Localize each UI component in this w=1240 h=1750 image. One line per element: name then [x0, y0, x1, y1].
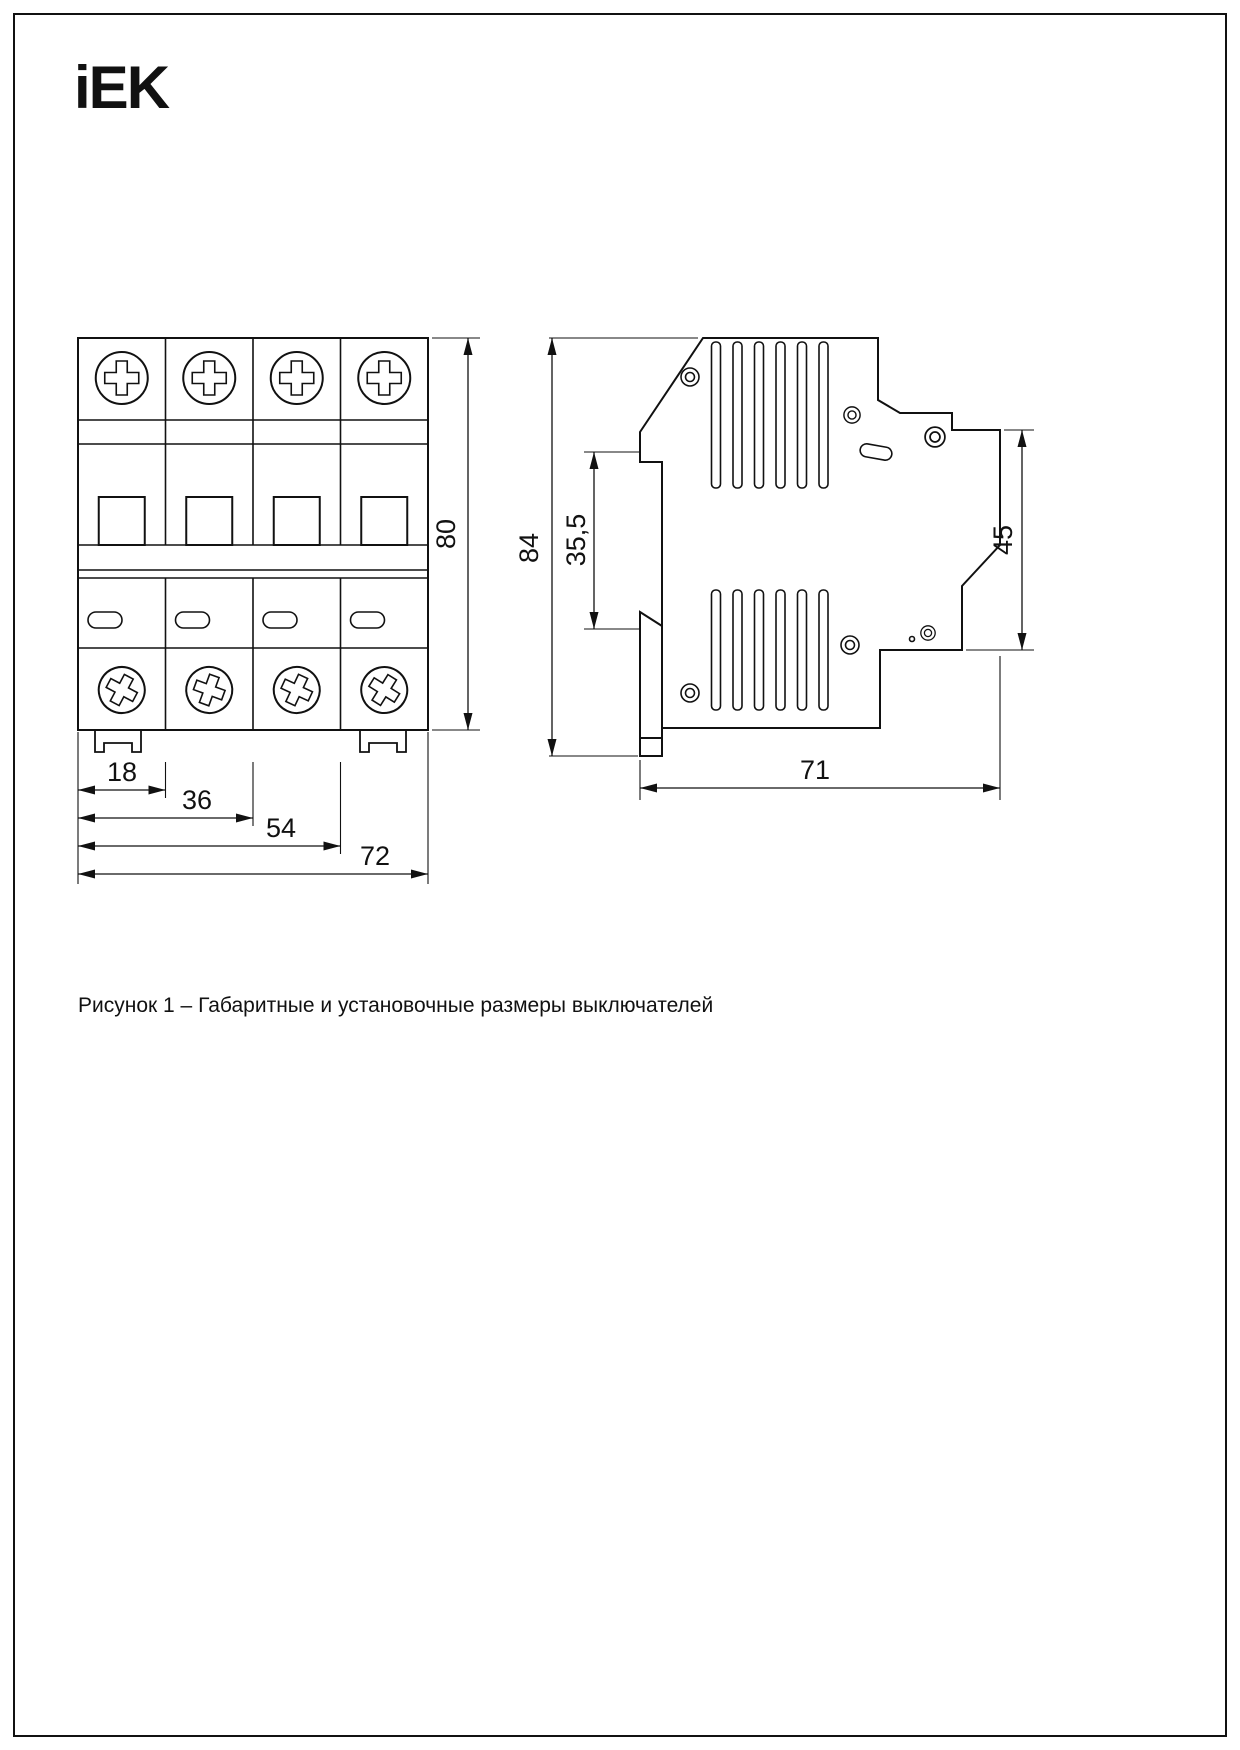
dimension-rail-35-5	[561, 452, 640, 629]
page-border	[14, 14, 1226, 1736]
dimension-height-80	[431, 338, 480, 730]
front-view-drawing	[78, 338, 480, 884]
breaker-side-body	[640, 338, 1000, 728]
dimension-widths	[78, 732, 428, 884]
iek-logo: iEK	[74, 54, 169, 121]
dim-label-72: 72	[359, 841, 391, 871]
dim-label-35-5: 35,5	[561, 513, 591, 567]
din-clip-side	[640, 612, 662, 756]
dim-label-71: 71	[799, 755, 831, 785]
dim-label-84: 84	[514, 532, 544, 564]
dim-label-36: 36	[181, 785, 213, 815]
dim-label-18: 18	[106, 757, 138, 787]
side-view-drawing	[514, 338, 1034, 800]
dim-label-80: 80	[431, 518, 461, 550]
dim-label-54: 54	[265, 813, 297, 843]
din-clips-front	[95, 730, 406, 752]
figure-caption: Рисунок 1 – Габаритные и установочные размеры выключателей	[78, 994, 714, 1017]
dim-label-45: 45	[988, 524, 1018, 556]
